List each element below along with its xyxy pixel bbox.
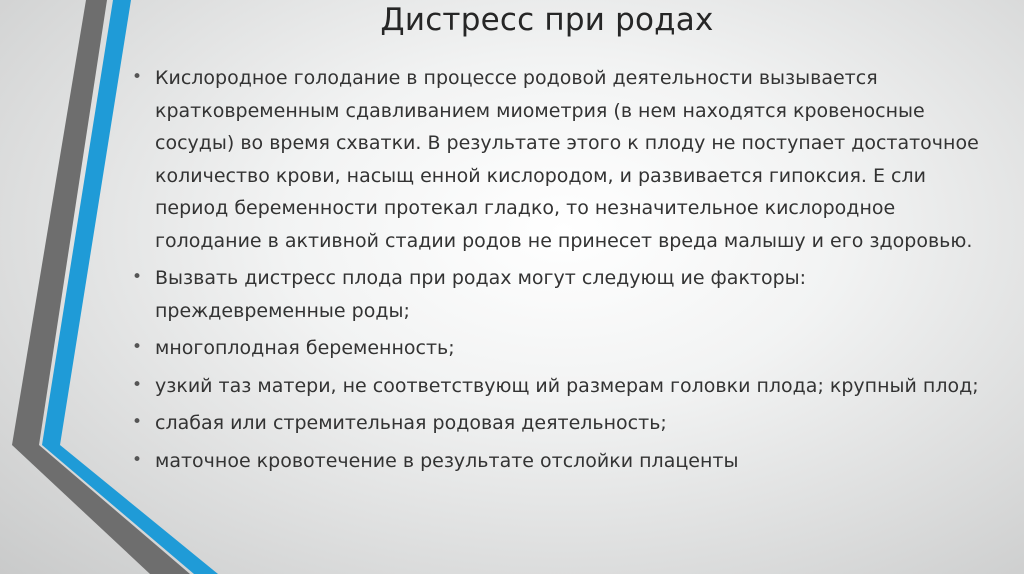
bullet-icon: • bbox=[131, 412, 143, 432]
bullet-list bbox=[130, 62, 980, 482]
list-item-text: многоплодная беременность; bbox=[155, 337, 455, 359]
bullet-icon: • bbox=[131, 337, 143, 357]
list-item bbox=[130, 407, 980, 440]
list-item bbox=[130, 445, 980, 478]
bullet-icon: • bbox=[131, 267, 143, 287]
list-item bbox=[130, 262, 980, 327]
list-item-text: Вызвать дистресс плода при родах могут следующ ие факторы: преждевременные роды; bbox=[155, 267, 807, 322]
list-item bbox=[130, 62, 980, 257]
slide-title: Дистресс при родах bbox=[380, 2, 714, 38]
list-item-text: маточное кровотечение в результате отслойки плаценты bbox=[155, 449, 739, 472]
bullet-icon: • bbox=[131, 67, 143, 87]
bullet-icon: • bbox=[131, 374, 143, 395]
list-item-text: слабая или стремительная родовая деятельность; bbox=[155, 412, 667, 434]
list-item bbox=[130, 370, 980, 403]
list-item bbox=[130, 332, 980, 365]
bullet-icon: • bbox=[131, 449, 143, 470]
list-item-text: Кислородное голодание в процессе родовой деятельности вызывается кратковременным сдавливанием миометрия (в нем находятся кровеносные сосуды) во время схватки. В результате этого к плоду не поступает достаточное количество крови, насыщ енной кислородом, и развивается гипоксия. Е сли период беременности протекал гладко, то незначительное кислородное голодание в активной стадии родов не принесет вреда малышу и его здоровью. bbox=[155, 67, 979, 252]
list-item-text: узкий таз матери, не соответствующ ий размерам головки плода; крупный плод; bbox=[155, 374, 979, 397]
